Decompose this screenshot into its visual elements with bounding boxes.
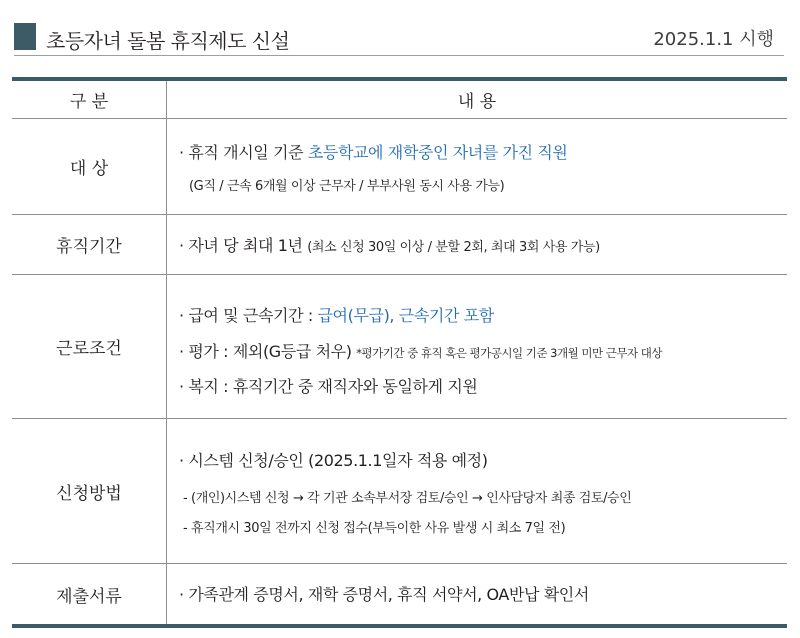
table-row-leave-period — [12, 215, 787, 275]
section-title: 초등자녀 돌봄 휴직제도 신설 — [46, 29, 290, 53]
target-line-1-highlight: 초등학교에 재학중인 자녀를 가진 직원 — [307, 143, 568, 162]
leave-period-line-1-detail: (최소 신청 30일 이상 / 분할 2회, 최대 3회 사용 가능) — [307, 240, 600, 255]
column-header-content: 내 용 — [457, 92, 497, 112]
header-rule — [14, 55, 784, 56]
row-content-application — [167, 419, 787, 563]
target-line-2: (G직 / 근속 6개월 이상 근무자 / 부부사원 동시 사용 가능) — [189, 179, 505, 194]
target-line-1-prefix: · 휴직 개시일 기준 — [179, 143, 308, 162]
table-bottom-border — [12, 624, 787, 628]
policy-table — [12, 77, 787, 628]
work-conditions-line-2 — [179, 339, 662, 362]
leave-period-line-1-prefix: · 자녀 당 최대 1년 — [179, 236, 308, 255]
application-line-1: · 시스템 신청/승인 (2025.1.1일자 적용 예정) — [179, 451, 488, 470]
table-row-application — [12, 419, 787, 564]
work-conditions-line-1-prefix: · 급여 및 근속기간 : — [179, 306, 318, 325]
header-square-marker — [14, 23, 36, 50]
row-label-documents: 제출서류 — [12, 564, 167, 624]
row-content-work-conditions — [167, 275, 787, 418]
row-content-leave-period — [167, 215, 787, 274]
table-row-documents — [12, 564, 787, 624]
row-label-target: 대 상 — [12, 119, 167, 214]
row-content-target — [167, 119, 787, 214]
effective-date: 2025.1.1 시행 — [653, 29, 774, 50]
row-label-leave-period: 휴직기간 — [12, 215, 167, 274]
table-row-work-conditions — [12, 275, 787, 419]
work-conditions-line-2-note: *평가기간 중 휴직 혹은 평가공시일 기준 3개월 미만 근무자 대상 — [356, 346, 662, 360]
row-label-application: 신청방법 — [12, 419, 167, 563]
application-line-2: - (개인)시스템 신청 → 각 기관 소속부서장 검토/승인 → 인사담당자 최종 검토/승인 — [183, 491, 632, 506]
row-content-documents — [167, 564, 787, 624]
section-header — [14, 22, 784, 52]
target-line-1 — [179, 140, 567, 163]
documents-line-1: · 가족관계 증명서, 재학 증명서, 휴직 서약서, OA반납 확인서 — [179, 585, 589, 604]
table-row-target — [12, 119, 787, 215]
row-label-work-conditions: 근로조건 — [12, 275, 167, 418]
work-conditions-line-1-highlight: 급여(무급), 근속기간 포함 — [317, 306, 494, 325]
column-header-category: 구 분 — [12, 81, 167, 118]
leave-period-line-1 — [179, 233, 600, 256]
application-line-3: - 휴직개시 30일 전까지 신청 접수(부득이한 사유 발생 시 최소 7일 전) — [183, 521, 566, 536]
work-conditions-line-2-prefix: · 평가 : 제외(G등급 처우) — [179, 342, 357, 361]
work-conditions-line-3: · 복지 : 휴직기간 중 재직자와 동일하게 지원 — [179, 377, 478, 396]
table-header-row — [12, 81, 787, 119]
work-conditions-line-1 — [179, 303, 494, 326]
